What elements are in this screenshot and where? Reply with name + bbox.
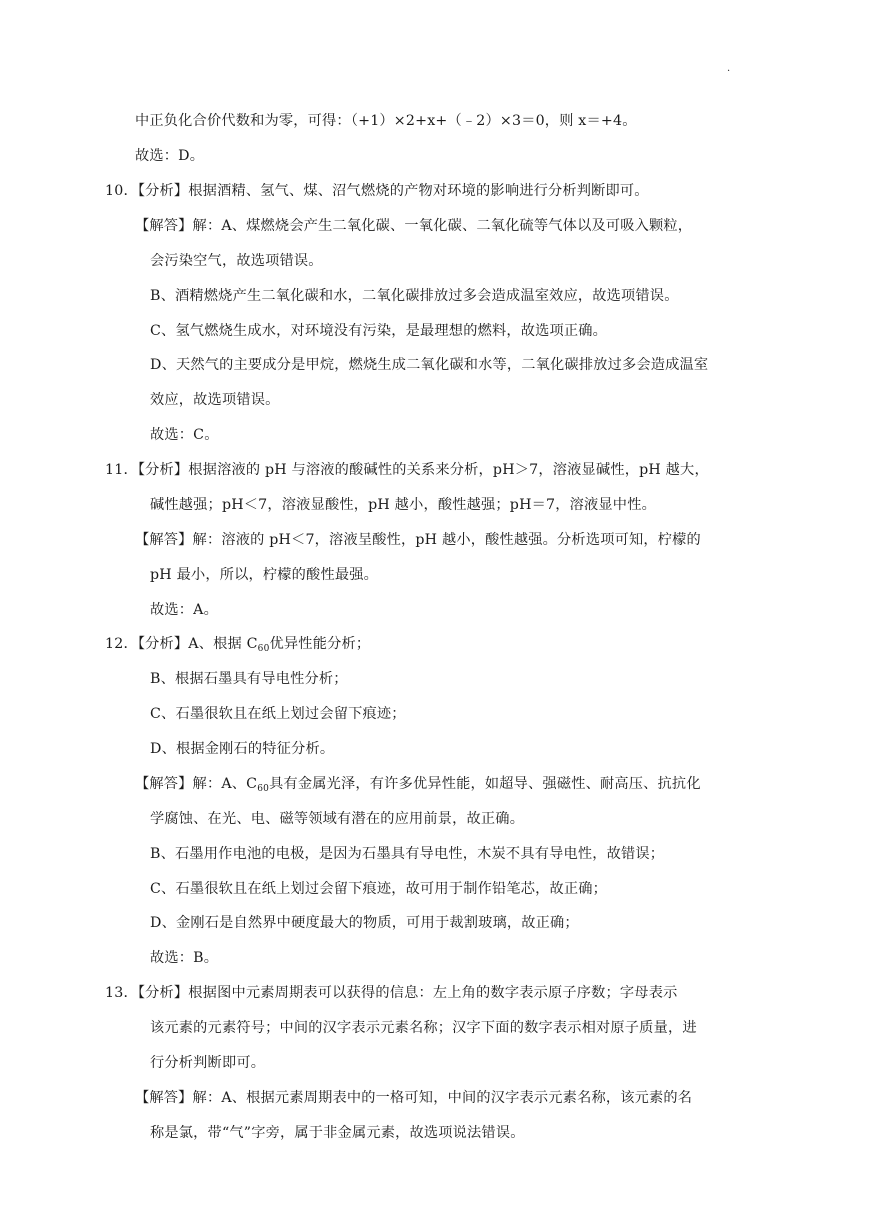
question-11-analysis: 11．【分析】根据溶液的 pH 与溶液的酸碱性的关系来分析，pH＞7，溶液显碱性，pH 越大，: [105, 462, 709, 478]
header-mark: ·: [727, 66, 731, 77]
text-line: B、石墨用作电池的电极，是因为石墨具有导电性，木炭不具有导电性，故错误；: [150, 846, 665, 862]
text-line: D、根据金刚石的特征分析。: [150, 741, 335, 757]
text-line: pH 最小，所以，柠檬的酸性最强。: [150, 567, 378, 583]
question-13-analysis: 13．【分析】根据图中元素周期表可以获得的信息：左上角的数字表示原子序数；字母表示: [105, 985, 678, 1001]
text-line: 中正负化合价代数和为零，可得：（+1）×2+x+（﹣2）×3＝0，则 x＝+4。: [135, 113, 637, 129]
subscript: 60: [257, 644, 270, 654]
text-line: C、氢气燃烧生成水，对环境没有污染，是最理想的燃料，故选项正确。: [150, 323, 608, 339]
subscript: 60: [257, 784, 270, 794]
text-line: [135, 774, 701, 799]
text-line: C、石墨很软且在纸上划过会留下痕迹；: [150, 706, 406, 722]
text-line: 【解答】解：A、煤燃烧会产生二氧化碳、一氧化碳、二氧化硫等气体以及可吸入颗粒，: [135, 218, 693, 234]
text-line: 碱性越强；pH＜7，溶液显酸性，pH 越小，酸性越强；pH＝7，溶液显中性。: [150, 497, 656, 513]
text-line: D、天然气的主要成分是甲烷，燃烧生成二氧化碳和水等，二氧化碳排放过多会造成温室: [150, 357, 709, 373]
text-line: 故选：B。: [150, 950, 219, 966]
text-line: 故选：D。: [135, 148, 205, 164]
text-line: 【解答】解：溶液的 pH＜7，溶液呈酸性，pH 越小，酸性越强。分析选项可知，柠檬的: [135, 532, 701, 548]
text-line: 会污染空气，故选项错误。: [150, 253, 323, 269]
question-10-analysis: 10．【分析】根据酒精、氢气、煤、沼气燃烧的产物对环境的影响进行分析判断即可。: [105, 183, 649, 199]
text-segment: 优异性能分析；: [269, 636, 371, 652]
text-segment: 具有金属光泽，有许多优异性能，如超导、强磁性、耐高压、抗抗化: [269, 776, 701, 792]
text-line: 效应，故选项错误。: [150, 392, 280, 408]
text-line: D、金刚石是自然界中硬度最大的物质，可用于裁割玻璃，故正确；: [150, 915, 579, 931]
text-segment: 【解答】解：A、C: [135, 776, 258, 792]
text-line: 故选：C。: [150, 427, 219, 443]
text-line: B、酒精燃烧产生二氧化碳和水，二氧化碳排放过多会造成温室效应，故选项错误。: [150, 288, 679, 304]
text-line: 该元素的元素符号；中间的汉字表示元素名称；汉字下面的数字表示相对原子质量，进: [150, 1020, 697, 1036]
text-line: 故选：A。: [150, 602, 218, 618]
question-12-analysis: [105, 634, 370, 659]
text-line: C、石墨很软且在纸上划过会留下痕迹，故可用于制作铅笔芯，故正确；: [150, 881, 608, 897]
text-line: B、根据石墨具有导电性分析；: [150, 671, 348, 687]
text-line: 【解答】解：A、根据元素周期表中的一格可知，中间的汉字表示元素名称，该元素的名: [135, 1090, 693, 1106]
text-line: 行分析判断即可。: [150, 1055, 266, 1071]
text-line: 学腐蚀、在光、电、磁等领域有潜在的应用前景，故正确。: [150, 811, 525, 827]
text-segment: 12．【分析】A、根据 C: [105, 636, 258, 652]
text-line: 称是氯，带“气”字旁，属于非金属元素，故选项说法错误。: [150, 1125, 525, 1141]
